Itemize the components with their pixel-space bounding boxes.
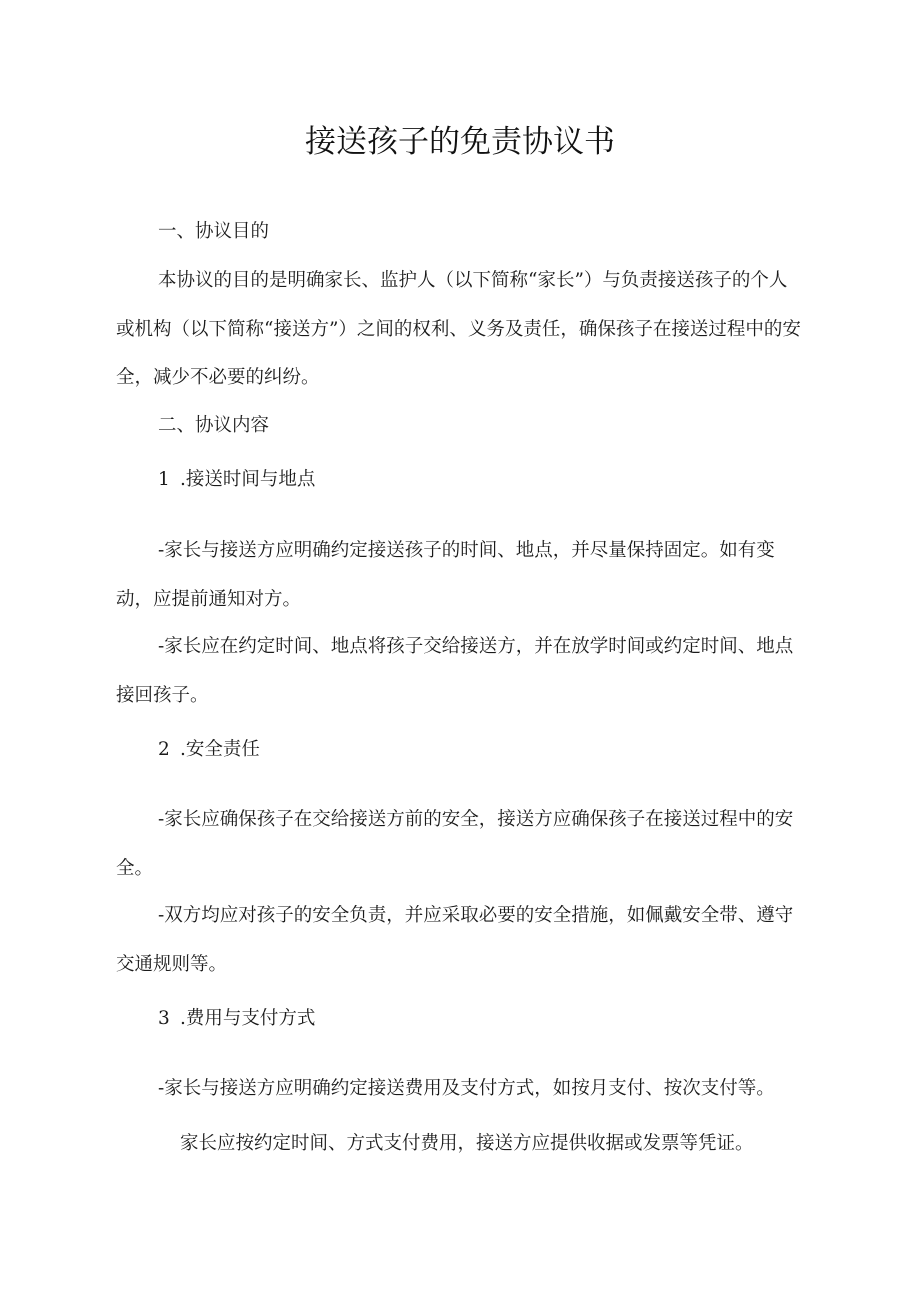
paragraph-fees-1: -家长与接送方应明确约定接送费用及支付方式，如按月支付、按次支付等。	[158, 1078, 775, 1099]
paragraph-time-place-2: -家长应在约定时间、地点将孩子交给接送方，并在放学时间或约定时间、地点接回孩子。	[116, 636, 794, 706]
item-heading-safety	[158, 737, 260, 763]
paragraph-safety-2: -双方均应对孩子的安全负责，并应采取必要的安全措施，如佩戴安全带、遵守交通规则等。	[116, 905, 794, 975]
item-number: 2	[158, 739, 170, 760]
item-title: .安全责任	[180, 739, 260, 760]
item-title: .接送时间与地点	[180, 469, 316, 490]
item-title: .费用与支付方式	[180, 1008, 316, 1029]
paragraph-fees-2: 家长应按约定时间、方式支付费用，接送方应提供收据或发票等凭证。	[180, 1133, 754, 1154]
paragraph-time-place-1: -家长与接送方应明确约定接送孩子的时间、地点，并尽量保持固定。如有变动，应提前通知对方。	[116, 540, 775, 610]
document-title: 接送孩子的免责协议书	[305, 124, 615, 160]
paragraph-safety-1: -家长应确保孩子在交给接送方前的安全，接送方应确保孩子在接送过程中的安全。	[116, 809, 794, 879]
section-heading-purpose: 一、协议目的	[158, 221, 270, 242]
item-number: 1	[158, 469, 170, 490]
item-heading-time-place	[158, 467, 315, 493]
item-heading-fees	[158, 1006, 315, 1032]
paragraph-purpose: 本协议的目的是明确家长、监护人（以下简称“家长”）与负责接送孩子的个人或机构（以下简称“接送方”）之间的权利、义务及责任，确保孩子在接送过程中的安全，减少不必要的纠纷。	[116, 270, 801, 388]
item-number: 3	[158, 1008, 170, 1029]
section-heading-content: 二、协议内容	[158, 415, 270, 436]
